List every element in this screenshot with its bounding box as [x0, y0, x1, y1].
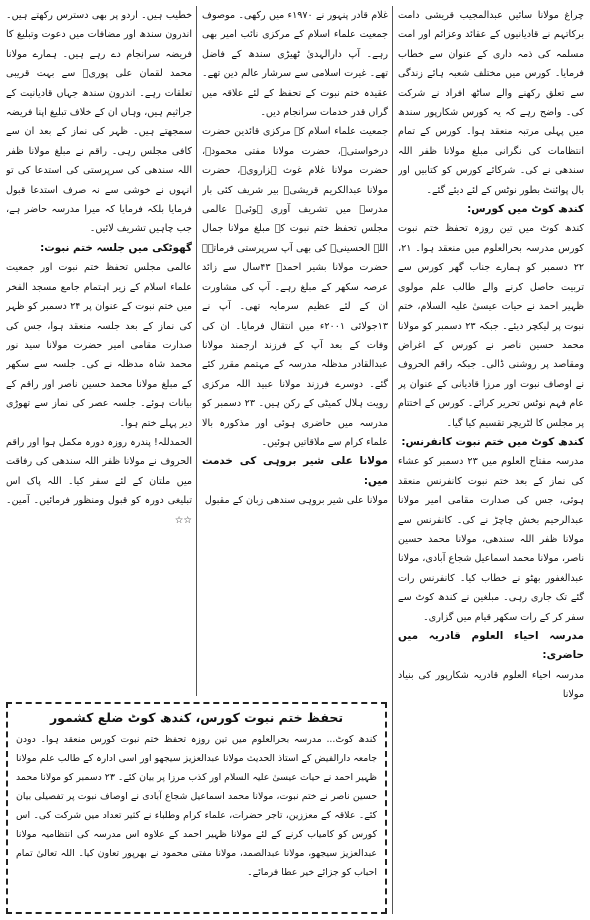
news-box — [6, 702, 387, 914]
column-left — [6, 6, 192, 696]
column-right — [398, 6, 584, 914]
news-box-body: کندھ کوٹ... مدرسہ بحرالعلوم میں تین روزہ تحفظ ختم نبوت کورس منعقد ہوا۔ دودن جامعہ دارالفیض کے استاذ الحدیث مولانا عبدالعزیز سیجھو اور اسی ادارہ کے طالب علم مولانا ظہیر احمد نے حیات عیسیٰ علیہ السلام اور کذب مرزا پر بیان کئے۔ ۲۳ دسمبر کو مولانا محمد حسین ناصر نے ختم نبوت، مولانا محمد اسماعیل شجاع آبادی نے اوصاف نبوت پر تفصیلی بیان کئے۔ علاقہ کے معززین، تاجر حضرات، علماء کرام وطلباء نے کثیر تعداد میں شرکت کی۔ اس کورس کو کامیاب کرنے کے لئے مولانا ظہیر احمد کے علاوہ اس مدرسہ کی انتظامیہ مولانا عبدالعزیز سیجھو، مولانا عبدالصمد، مولانا مفتی محمود نے بھرپور تعاون کیا۔ اللہ تعالیٰ تمام احباب کو جزائے خیر عطا فرمائے۔ — [16, 734, 377, 878]
paragraph: مدرسہ احیاء العلوم قادریہ شکارپور کی بنیاد مولانا — [398, 669, 584, 701]
paragraph: مدرسہ مفتاح العلوم میں ۲۳ دسمبر کو عشاء کی نماز کے بعد ختم نبوت کانفرنس منعقد ہوئی، جس کی صدارت مقامی امیر مولانا عبدالرحیم بخش چاچڑ نے کی۔ کانفرنس سے مولانا ظفر اللہ سندھی، مولانا محمد حسین ناصر، مولانا محمد اسماعیل شجاع آبادی، مولانا عبدالغفور بھٹو نے خطاب کیا۔ کانفرنس رات گئے تک جاری رہی۔ مبلغین نے کندھ کوٹ سے سفر کر کے رات سکھر قیام میں گزاری۔ — [398, 456, 584, 623]
section-heading: کندھ کوٹ میں ختم نبوت کانفرنس: — [401, 435, 584, 448]
column-divider — [196, 6, 197, 696]
paragraph: عالمی مجلس تحفظ ختم نبوت اور جمعیت علماء اسلام کے زیر اہتمام جامع مسجد الفخر میں ختم نبوت کے عنوان پر ۲۴ دسمبر کو ظہر کی نماز کے بعد جلسہ منعقد ہوا، جس کی صدارت مقامی امیر حضرت مولانا سید نور محمد شاہ مدظلہ نے کی۔ جلسہ سے سکھر کے مبلغ مولانا محمد حسین ناصر اور راقم کے بیانات ہوئے۔ جلسہ عصر کی نماز سے تھوڑی دیر پہلے ختم ہوا۔ — [6, 262, 192, 429]
news-box-title: تحفظ ختم نبوت کورس، کندھ کوٹ ضلع کشمور — [49, 710, 344, 725]
paragraph: خطیب ہیں۔ اردو پر بھی دسترس رکھتے ہیں۔ اندرون سندھ اور مضافات میں دعوت وتبلیغ کا فریضہ سرانجام دے رہے ہیں۔ ہمارے مولانا محمد لقمان علی پوریؒ سے بہت قریبی تعلقات رہے۔ اندرون سندھ جہاں قادیانیت کے جراثیم ہیں، وہاں ان کے خلاف تبلیغ اپنا فریضہ سمجھتے ہیں۔ ظہر کی نماز کے بعد ان سے کافی مجلس رہی۔ راقم نے مبلغ مولانا ظفر اللہ سندھی کی سرپرستی کی استدعا کی تو انہوں نے خوشی سے نہ صرف استدعا قبول فرمایا بلکہ فرمایا کہ میرا مدرسہ حاضر ہے، جب چاہیں تشریف لائیں۔ — [6, 10, 192, 235]
section-heading: کندھ کوٹ میں کورس: — [467, 203, 584, 216]
paragraph: الحمدللہ! پندرہ روزہ دورہ مکمل ہوا اور راقم الحروف نے مولانا ظفر اللہ سندھی کی رفاقت میں ملتان کے لئے سفر کیا۔ اللہ پاک اس تبلیغی دورہ کو قبول ومنظور فرمائیں۔ آمین۔ ☆☆ — [6, 436, 192, 526]
paragraph: چراغ مولانا سائیں عبدالمجیب قریشی دامت برکاتہم نے قادیانیوں کے عقائد وعزائم اور امت مسلمہ کی ذمہ داری کے عنوان سے خطاب فرمایا۔ کورس میں مختلف شعبہ ہائے زندگی سے تعلق رکھنے والے ساٹھ افراد نے شرکت کی۔ واضح رہے کہ یہ کورس شکارپور سندھ میں پہلی مرتبہ منعقد ہوا۔ کورس کے تمام انتظامات کی نگرانی مبلغ مولانا ظفر اللہ سندھی نے کی۔ شرکائے کورس کو کتابیں اور بال پوائنٹ بطور نوٹس کے لئے دیئے گئے۔ — [398, 10, 584, 196]
paragraph: جمعیت علماء اسلام کے مرکزی قائدین حضرت درخواستیؒ، حضرت مولانا مفتی محمودؒ، حضرت مولانا غلام غوث ہزارویؒ، حضرت مولانا عبدالکریم قریشیؒ بیر شریف کئی بار مدرسہ میں تشریف آوری ہوئی۔ عالمی مجلس تحفظ ختم نبوت کے مبلغ مولانا جمال اللہ الحسینیؒ کی بھی آپ سرپرستی فرماتے۔ حضرت مولانا بشیر احمدؒ ۴۳سال سے زائد عرصہ سکھر کے مبلغ رہے۔ آپ کی مشاورت ان کے لئے عظیم سرمایہ تھی۔ آپ نے ۱۳جولائی ۲۰۰۱ء میں انتقال فرمایا۔ ان کی وفات کے بعد آپ کے فرزند ارجمند مولانا عبدالقادر مدظلہ مدرسہ کے مہتمم مقرر کئے گئے۔ دوسرے فرزند مولانا عبید اللہ مرکزی رویت ہلال کمیٹی کے رکن ہیں۔ ۲۳ دسمبر کو مدرسہ میں حاضری ہوئی اور مذکورہ بالا علماء کرام سے ملاقاتیں ہوئیں۔ — [202, 126, 388, 448]
column-middle — [202, 6, 388, 696]
paragraph: غلام قادر پنہور نے ۱۹۷۰ء میں رکھی۔ موصوف جمعیت علماء اسلام کے مرکزی نائب امیر بھی رہے۔ آپ دارالہدیٰ ٹھیڑی سندھ کے فاضل تھے۔ غیرت اسلامی سے سرشار عالم دین تھے۔ عقیدہ ختم نبوت کے تحفظ کے لئے علاقہ میں گراں قدر خدمات سرانجام دیں۔ — [202, 10, 388, 119]
paragraph: مولانا علی شیر بروہی سندھی زبان کے مقبول — [204, 495, 388, 507]
newspaper-page — [6, 6, 584, 914]
paragraph: کندھ کوٹ میں تین روزہ تحفظ ختم نبوت کورس مدرسہ بحرالعلوم میں منعقد ہوا۔ ۲۱، ۲۲ دسمبر کو ہمارے جناب گھر کورس سے تربیت حاصل کرنے والے طالب علم مولوی ظہیر احمد نے حیات عیسیٰ علیہ السلام، ختم نبوت پر لیکچر دیئے۔ جبکہ ۲۳ دسمبر کو مولانا محمد حسین ناصر نے کورس کے اغراض ومقاصد پر روشنی ڈالی۔ جبکہ راقم الحروف نے اوصاف نبوت اور مرزا قادیانی کے عنوان پر عام فہم نوٹس تحریر کرائے۔ کورس کے اختتام پر مجلس کا لٹریچر تقسیم کیا گیا۔ — [398, 223, 584, 429]
section-heading: مدرسہ احیاء العلوم قادریہ میں حاضری: — [398, 630, 584, 662]
section-heading: گھوٹکی میں جلسہ ختم نبوت: — [40, 241, 192, 254]
section-heading: مولانا علی شیر بروہی کی خدمت میں: — [202, 455, 388, 487]
column-divider — [392, 6, 393, 914]
